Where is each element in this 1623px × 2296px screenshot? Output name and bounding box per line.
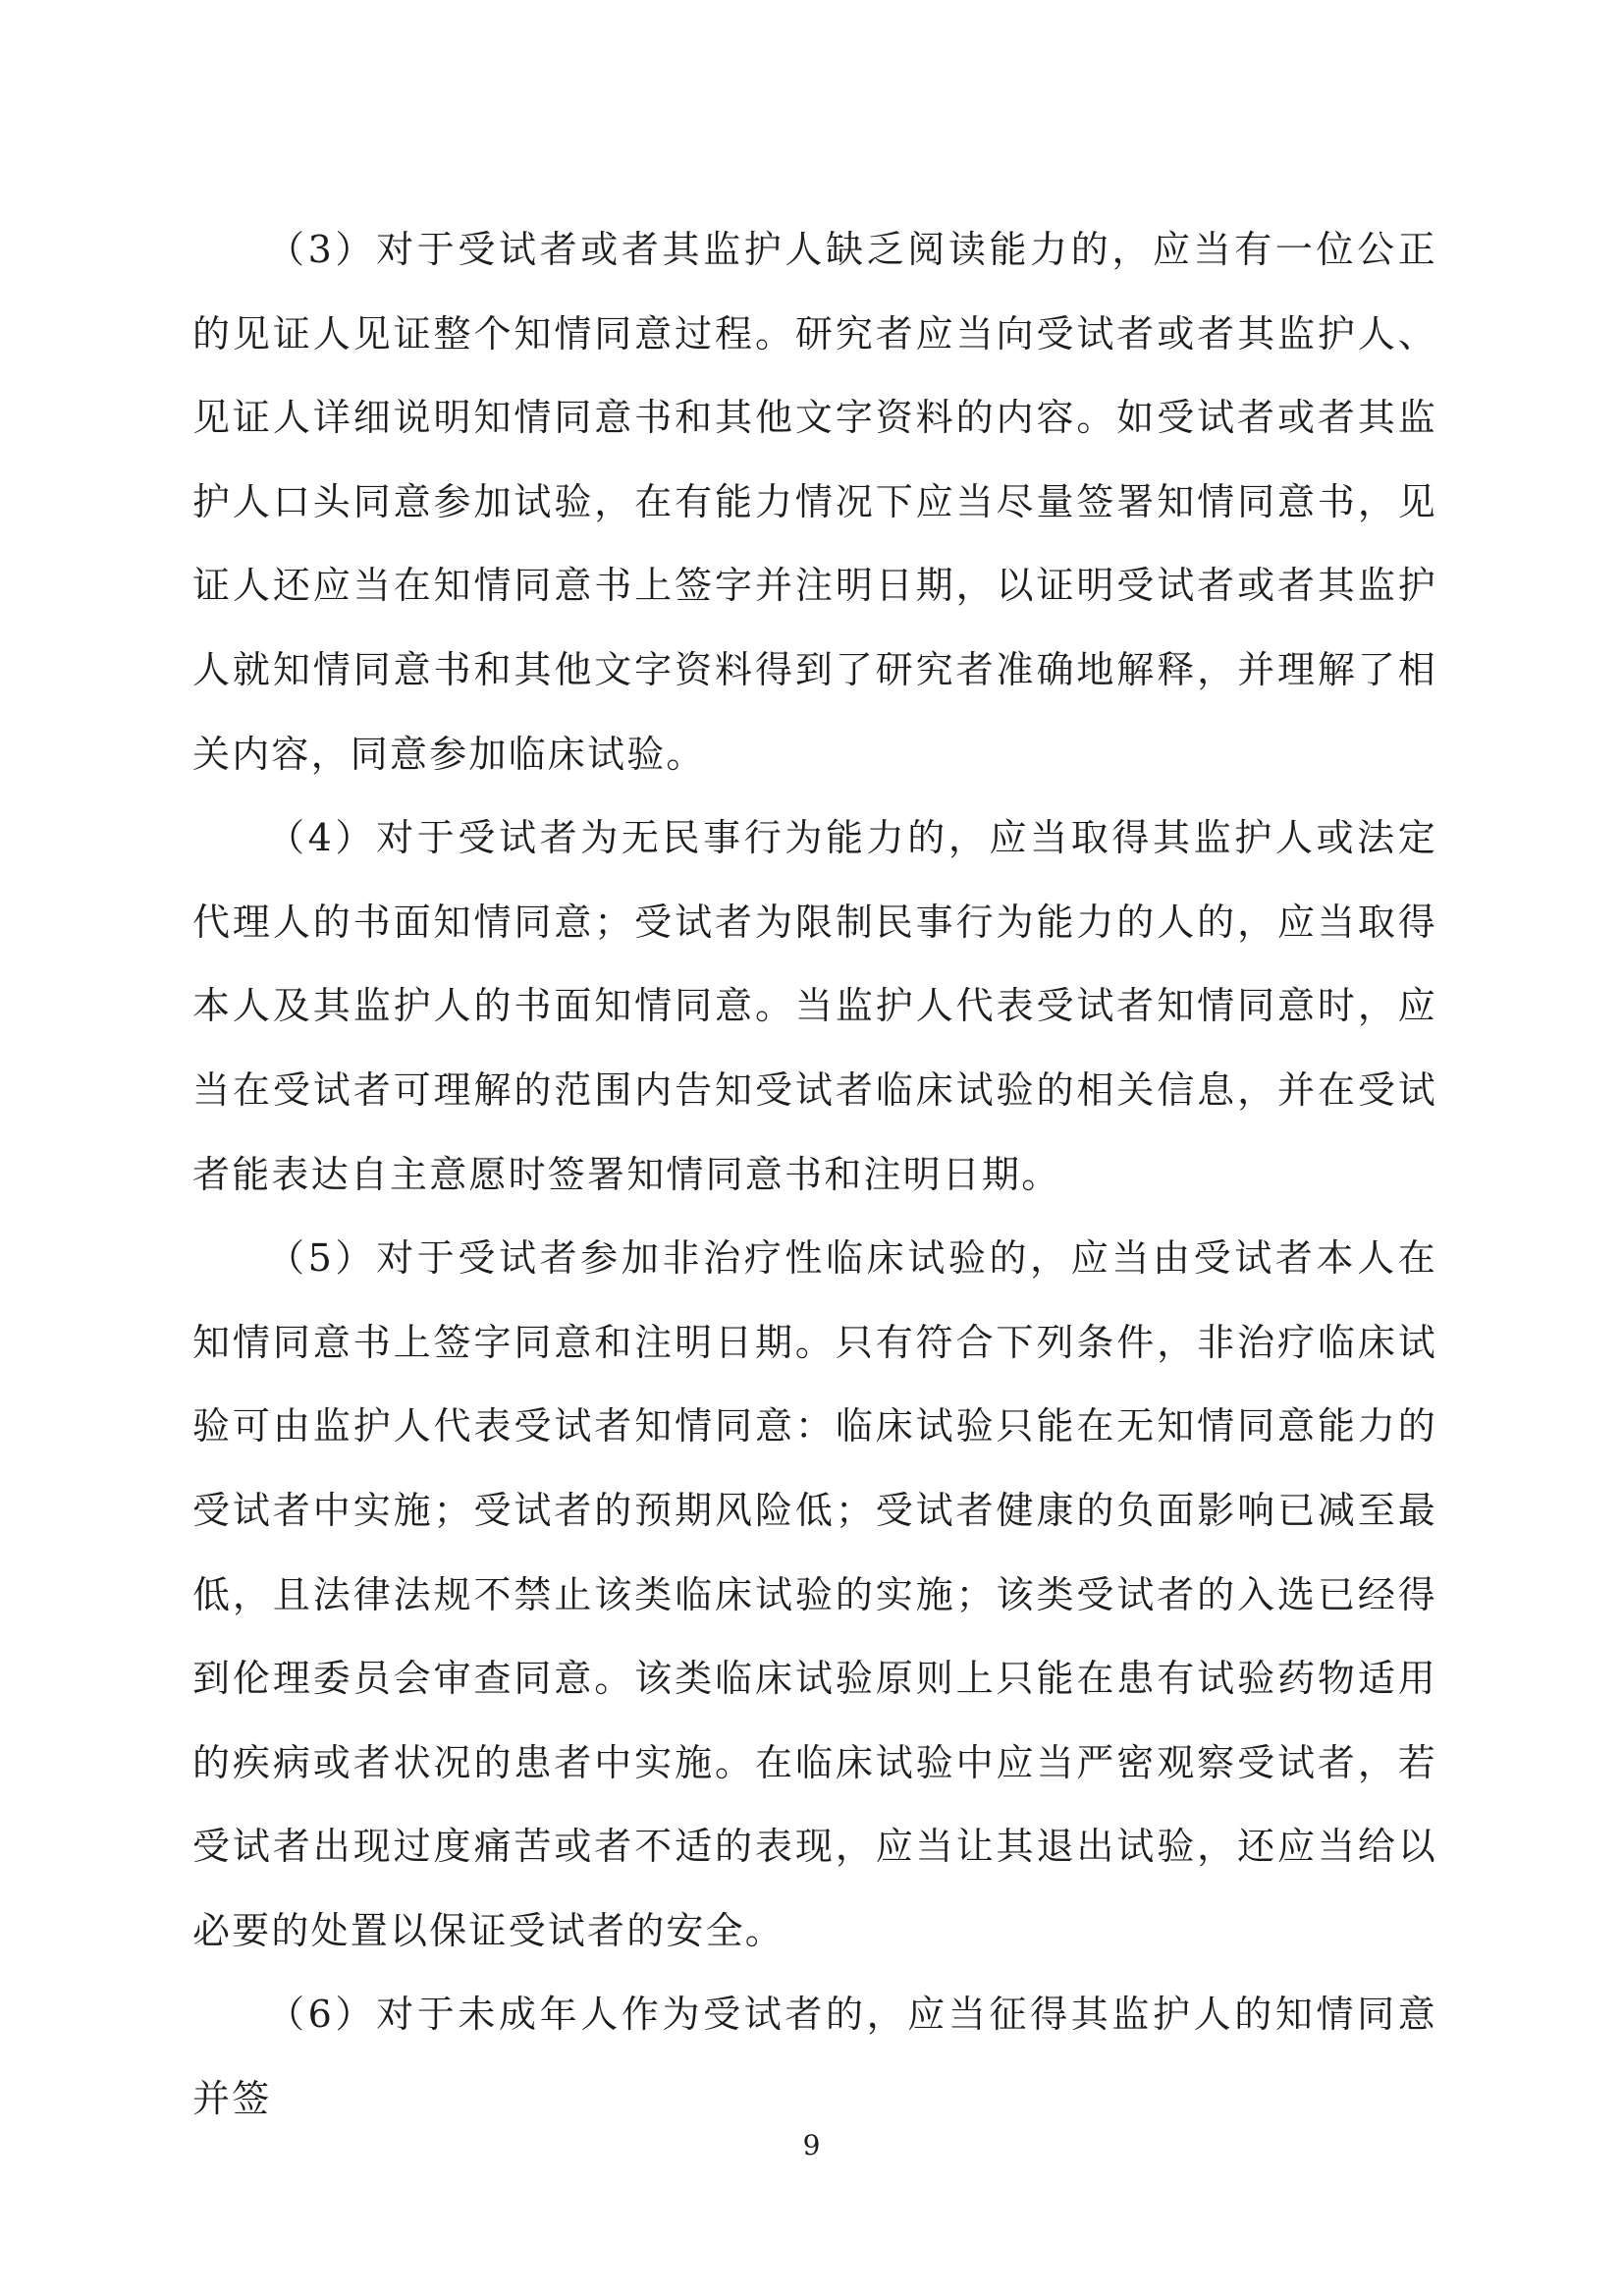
document-body	[192, 208, 1437, 2142]
page-number: 9	[802, 2129, 821, 2161]
paragraph-item-4: （4）对于受试者为无民事行为能力的，应当取得其监护人或法定代理人的书面知情同意；受试者为限制民事行为能力的人的，应当取得本人及其监护人的书面知情同意。当监护人代表受试者知情同意时，应当在受试者可理解的范围内告知受试者临床试验的相关信息，并在受试者能表达自主意愿时签署知情同意书和注明日期。	[192, 816, 1437, 1196]
paragraph-item-5: （5）对于受试者参加非治疗性临床试验的，应当由受试者本人在知情同意书上签字同意和注明日期。只有符合下列条件，非治疗临床试验可由监护人代表受试者知情同意：临床试验只能在无知情同意能力的受试者中实施；受试者的预期风险低；受试者健康的负面影响已减至最低，且法律法规不禁止该类临床试验的实施；该类受试者的入选已经得到伦理委员会审查同意。该类临床试验原则上只能在患有试验药物适用的疾病或者状况的患者中实施。在临床试验中应当严密观察受试者，若受试者出现过度痛苦或者不适的表现，应当让其退出试验，还应当给以必要的处置以保证受试者的安全。	[192, 1236, 1437, 1952]
paragraph-item-6: （6）对于未成年人作为受试者的，应当征得其监护人的知情同意并签	[192, 1993, 1437, 2121]
paragraph-item-3: （3）对于受试者或者其监护人缺乏阅读能力的，应当有一位公正的见证人见证整个知情同意过程。研究者应当向受试者或者其监护人、见证人详细说明知情同意书和其他文字资料的内容。如受试者或者其监护人口头同意参加试验，在有能力情况下应当尽量签署知情同意书，见证人还应当在知情同意书上签字并注明日期，以证明受试者或者其监护人就知情同意书和其他文字资料得到了研究者准确地解释，并理解了相关内容，同意参加临床试验。	[192, 228, 1437, 776]
